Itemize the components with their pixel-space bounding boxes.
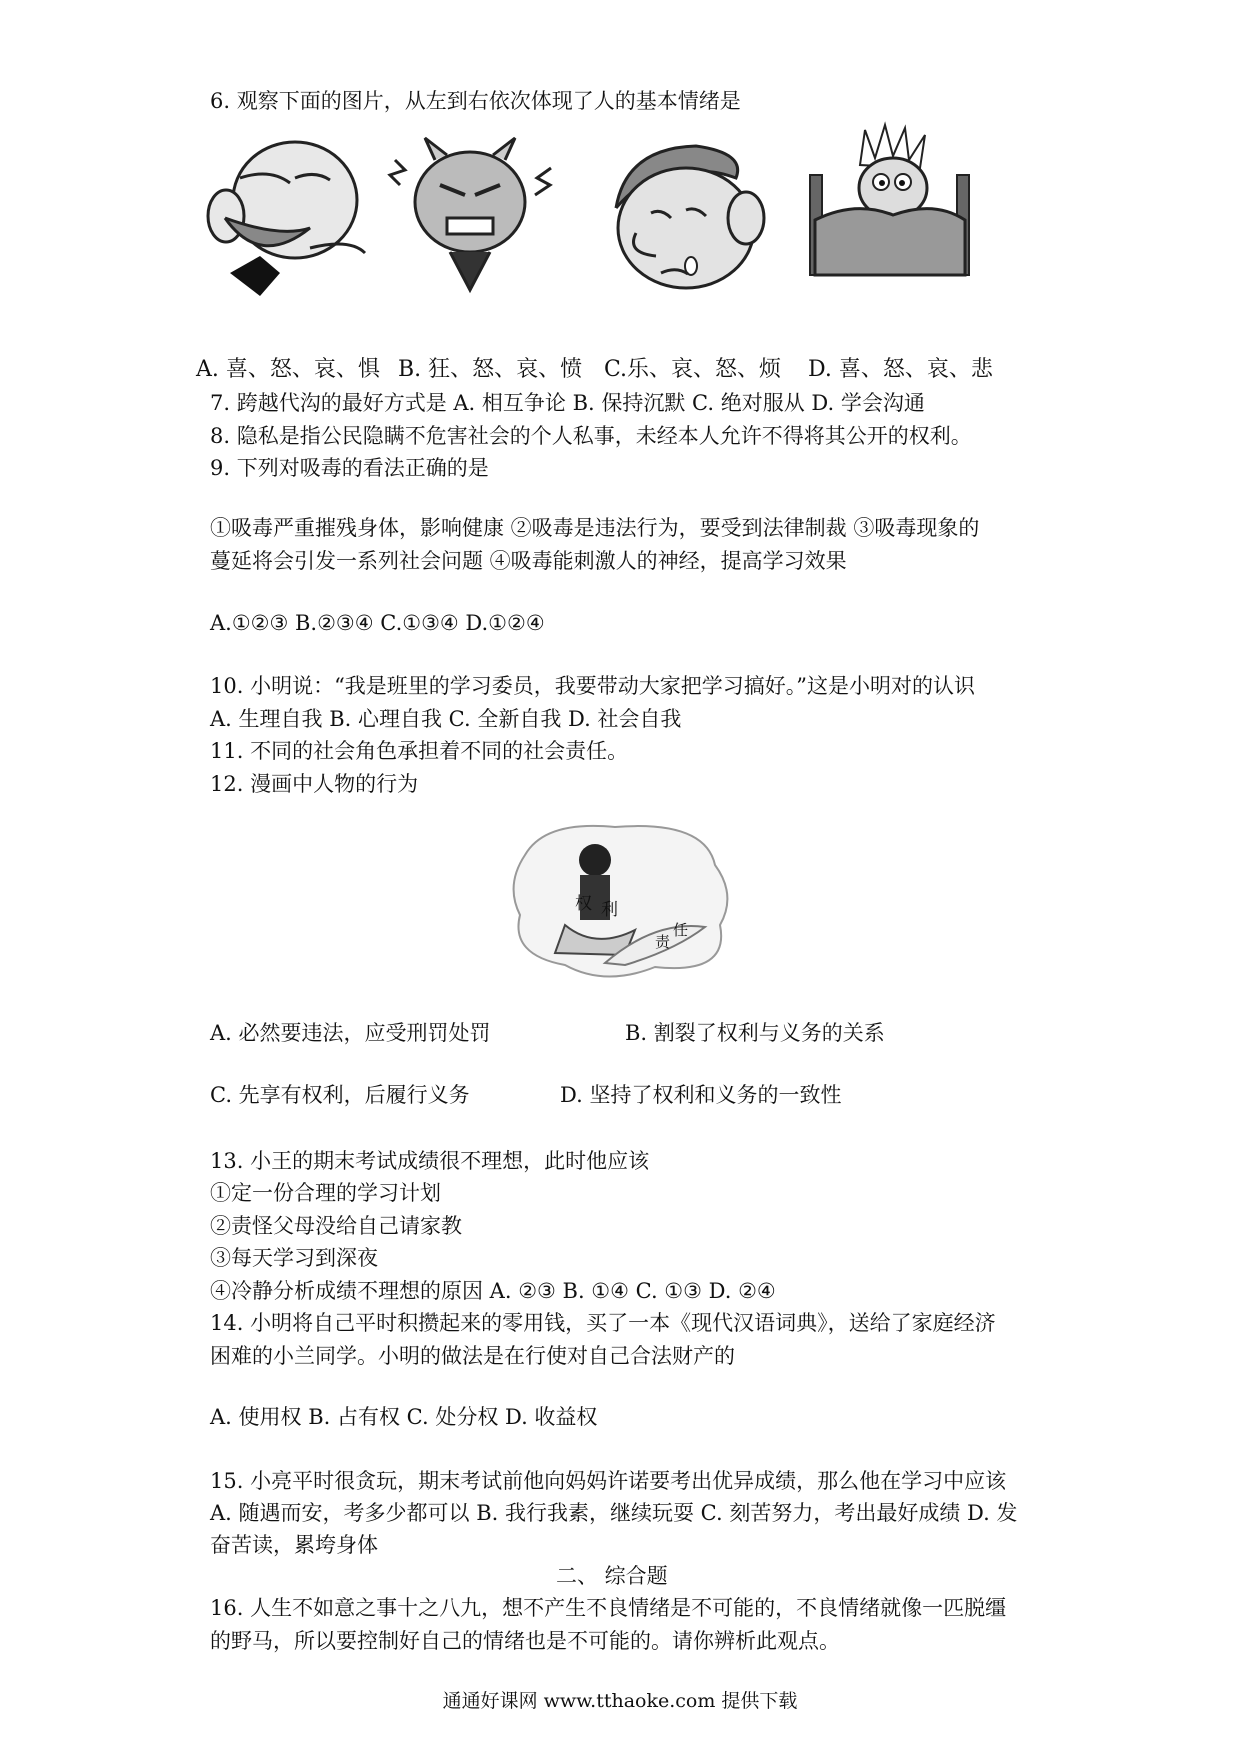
q13-item-1: ①定一份合理的学习计划 [210, 1181, 441, 1205]
q16-line-2: 的野马，所以要控制好自己的情绪也是不可能的。请你辨析此观点。 [210, 1629, 840, 1653]
q9-line-2: 蔓延将会引发一系列社会问题 ④吸毒能刺激人的神经，提高学习效果 [210, 549, 847, 573]
q12-cartoon [505, 815, 735, 985]
q12-option-c: C. 先享有权利，后履行义务 [210, 1083, 470, 1107]
q6-option-b: B. 狂、怒、哀、愤 [398, 357, 583, 382]
q14-line-1: 14. 小明将自己平时积攒起来的零用钱，买了一本《现代汉语词典》，送给了家庭经济 [210, 1311, 996, 1335]
q12-option-a: A. 必然要违法，应受刑罚处罚 [210, 1021, 491, 1045]
q9-line-1: ①吸毒严重摧残身体，影响健康 ②吸毒是违法行为，要受到法律制裁 ③吸毒现象的 [210, 516, 980, 540]
q15-line-1: 15. 小亮平时很贪玩，期末考试前他向妈妈许诺要考出优异成绩，那么他在学习中应该 [210, 1469, 1007, 1493]
q11: 11. 不同的社会角色承担着不同的社会责任。 [210, 739, 629, 763]
q16-line-1: 16. 人生不如意之事十之八九，想不产生不良情绪是不可能的，不良情绪就像一匹脱缰 [210, 1596, 1007, 1620]
q12-label-ren: 任 [673, 921, 689, 939]
q13-stem: 13. 小王的期末考试成绩很不理想，此时他应该 [210, 1149, 650, 1173]
q9-stem: 9. 下列对吸毒的看法正确的是 [210, 456, 489, 480]
q15-line-2: A. 随遇而安，考多少都可以 B. 我行我素，继续玩耍 C. 刻苦努力，考出最好成绩 D. 发 [210, 1501, 1018, 1525]
q15-line-3: 奋苦读，累垮身体 [210, 1533, 378, 1557]
q12-label-li: 利 [601, 900, 618, 920]
q6-image-angry-devil [385, 130, 555, 298]
q6-image-laughing-man [200, 138, 370, 298]
page-footer: 通通好课网 www.tthaoke.com 提供下载 [442, 1690, 798, 1712]
q6-image-scared-man-in-bed [805, 120, 975, 280]
q12-stem: 12. 漫画中人物的行为 [210, 772, 419, 796]
q6-image-crying-boy [596, 138, 766, 298]
section-heading: 二、 综合题 [556, 1564, 668, 1588]
q6-option-a: A. 喜、怒、哀、惧 [196, 357, 380, 382]
q13-item-3: ③每天学习到深夜 [210, 1246, 378, 1270]
q8: 8. 隐私是指公民隐瞒不危害社会的个人私事，未经本人允许不得将其公开的权利。 [210, 424, 972, 448]
q12-label-ze: 责 [655, 933, 671, 951]
q10-options: A. 生理自我 B. 心理自我 C. 全新自我 D. 社会自我 [210, 707, 682, 731]
q13-item-2: ②责怪父母没给自己请家教 [210, 1214, 462, 1238]
q7: 7. 跨越代沟的最好方式是 A. 相互争论 B. 保持沉默 C. 绝对服从 D. 学会沟通 [210, 391, 925, 415]
q12-option-d: D. 坚持了权利和义务的一致性 [560, 1083, 842, 1107]
q12-label-quan: 权 [575, 894, 592, 914]
q6-option-d: D. 喜、怒、哀、悲 [808, 357, 993, 382]
q6-stem: 6. 观察下面的图片，从左到右依次体现了人的基本情绪是 [210, 89, 741, 113]
q6-option-c: C.乐、哀、怒、烦 [604, 357, 782, 382]
q14-line-2: 困难的小兰同学。小明的做法是在行使对自己合法财产的 [210, 1344, 735, 1368]
q14-options: A. 使用权 B. 占有权 C. 处分权 D. 收益权 [210, 1405, 598, 1429]
q10-stem: 10. 小明说：“我是班里的学习委员，我要带动大家把学习搞好。”这是小明对的认识 [210, 674, 976, 698]
q13-item-4: ④冷静分析成绩不理想的原因 A. ②③ B. ①④ C. ①③ D. ②④ [210, 1279, 776, 1303]
q9-options: A.①②③ B.②③④ C.①③④ D.①②④ [210, 611, 545, 635]
q12-option-b: B. 割裂了权利与义务的关系 [625, 1021, 885, 1045]
